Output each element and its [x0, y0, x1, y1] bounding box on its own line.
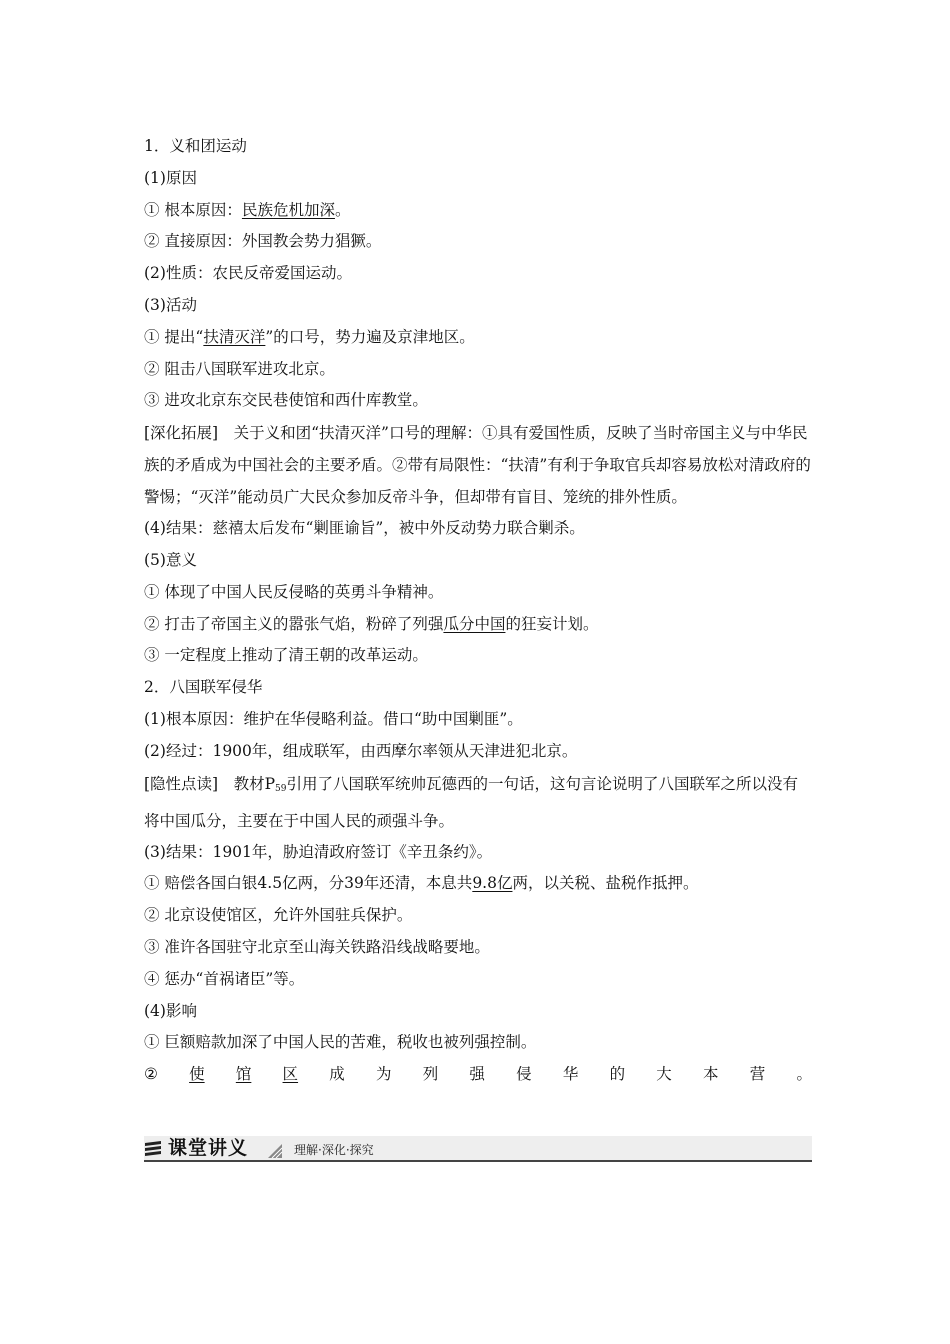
activity-3: ③ 进攻北京东交民巷使馆和西什库教堂。 [144, 391, 428, 410]
activity-heading: (3)活动 [144, 295, 197, 314]
meaning-2 [144, 614, 812, 635]
banner-rule [144, 1160, 812, 1162]
underlined-key: 民族危机加深 [241, 200, 335, 219]
text: ② 打击了帝国主义的嚣张气焰，粉碎了列强 [144, 614, 444, 633]
meaning-heading: (5)意义 [144, 550, 197, 569]
meaning-1: ① 体现了中国人民反侵略的英勇斗争精神。 [144, 582, 444, 601]
activity-1 [144, 327, 812, 348]
section-banner [144, 1136, 812, 1162]
page-subscript: 59 [275, 783, 287, 794]
treaty-item-4: ④ 惩办“首祸诸臣”等。 [144, 969, 305, 988]
treaty-item-1 [144, 873, 812, 894]
treaty-item-3: ③ 准许各国驻守北京至山海关铁路沿线战略要地。 [144, 937, 490, 956]
justified-char: 馆 [235, 1065, 252, 1084]
text: 。 [334, 200, 351, 219]
impact-heading: (4)影响 [144, 1001, 197, 1020]
impact-2-justified [144, 1064, 812, 1085]
content-body [144, 136, 812, 1096]
section-2-heading: 2．八国联军侵华 [144, 678, 263, 697]
justified-char: ② [144, 1065, 158, 1084]
text: 两，以关税、盐税作抵押。 [512, 874, 699, 893]
text: [隐性点读] 教材P [144, 774, 276, 793]
impact-1: ① 巨额赔款加深了中国人民的苦难，税收也被列强控制。 [144, 1033, 537, 1052]
justified-char: 华 [562, 1065, 579, 1084]
underlined-key: 9.8亿 [472, 874, 513, 893]
cause-2: ② 直接原因：外国教会势力猖獗。 [144, 232, 382, 251]
banner-subtitle: 理解·深化·探究 [294, 1143, 374, 1157]
activity-2: ② 阻击八国联军进攻北京。 [144, 359, 335, 378]
text: 的狂妄计划。 [505, 614, 599, 633]
corner-triangle-icon [268, 1144, 282, 1158]
text: 引用了八国联军统帅瓦德西的一句话，这句言论说明了八国联军之所以没有将中国瓜分，主要在于中国人民的顽强斗争。 [144, 774, 798, 830]
justified-char: 本 [703, 1065, 719, 1084]
justified-char: 强 [469, 1065, 485, 1084]
justified-char: 大 [656, 1065, 672, 1084]
result: (4)结果：慈禧太后发布“剿匪谕旨”，被中外反动势力联合剿杀。 [144, 519, 585, 538]
underlined-key: 扶清灭洋 [203, 327, 266, 346]
section-1-heading: 1．义和团运动 [144, 137, 247, 155]
justified-char: 营 [749, 1065, 766, 1084]
justified-char: 为 [375, 1065, 392, 1084]
justified-char: 区 [282, 1065, 299, 1084]
hidden-point-note [144, 768, 812, 837]
justified-char: 的 [609, 1065, 626, 1084]
justified-char: 列 [422, 1065, 439, 1084]
meaning-3: ③ 一定程度上推动了清王朝的改革运动。 [144, 646, 428, 665]
root-cause: (1)根本原因：维护在华侵略利益。借口“助中国剿匪”。 [144, 709, 523, 728]
nature: (2)性质：农民反帝爱国运动。 [144, 264, 352, 283]
stripes-icon [144, 1140, 162, 1158]
justified-char: 使 [189, 1065, 205, 1084]
justified-char: 侵 [516, 1065, 532, 1084]
text: ① 提出“ [144, 327, 204, 346]
justified-char: 成 [329, 1065, 345, 1084]
text: ① 赔偿各国白银4.5亿两，分39年还清，本息共 [144, 874, 473, 893]
treaty-result: (3)结果：1901年，胁迫清政府签订《辛丑条约》。 [144, 842, 493, 861]
justified-char: 。 [796, 1065, 812, 1084]
cause-heading: (1)原因 [144, 168, 197, 187]
deepen-expand-note: [深化拓展] 关于义和团“扶清灭洋”口号的理解：①具有爱国性质，反映了当时帝国主义与中华民族的矛盾成为中国社会的主要矛盾。②带有局限性：“扶清”有利于争取官兵却容易放松对清政府的警惕；“灭洋”能动员广大民众参加反帝斗争，但却带有盲目、笼统的排外性质。 [144, 424, 811, 507]
text: ① 根本原因： [144, 200, 242, 219]
banner-title: 课堂讲义 [168, 1137, 249, 1159]
treaty-item-2: ② 北京设使馆区，允许外国驻兵保护。 [144, 906, 413, 925]
underlined-key: 瓜分中国 [443, 614, 506, 633]
text: ”的口号，势力遍及京津地区。 [265, 327, 475, 346]
cause-1 [144, 200, 812, 221]
process: (2)经过：1900年，组成联军，由西摩尔率领从天津进犯北京。 [144, 741, 578, 760]
